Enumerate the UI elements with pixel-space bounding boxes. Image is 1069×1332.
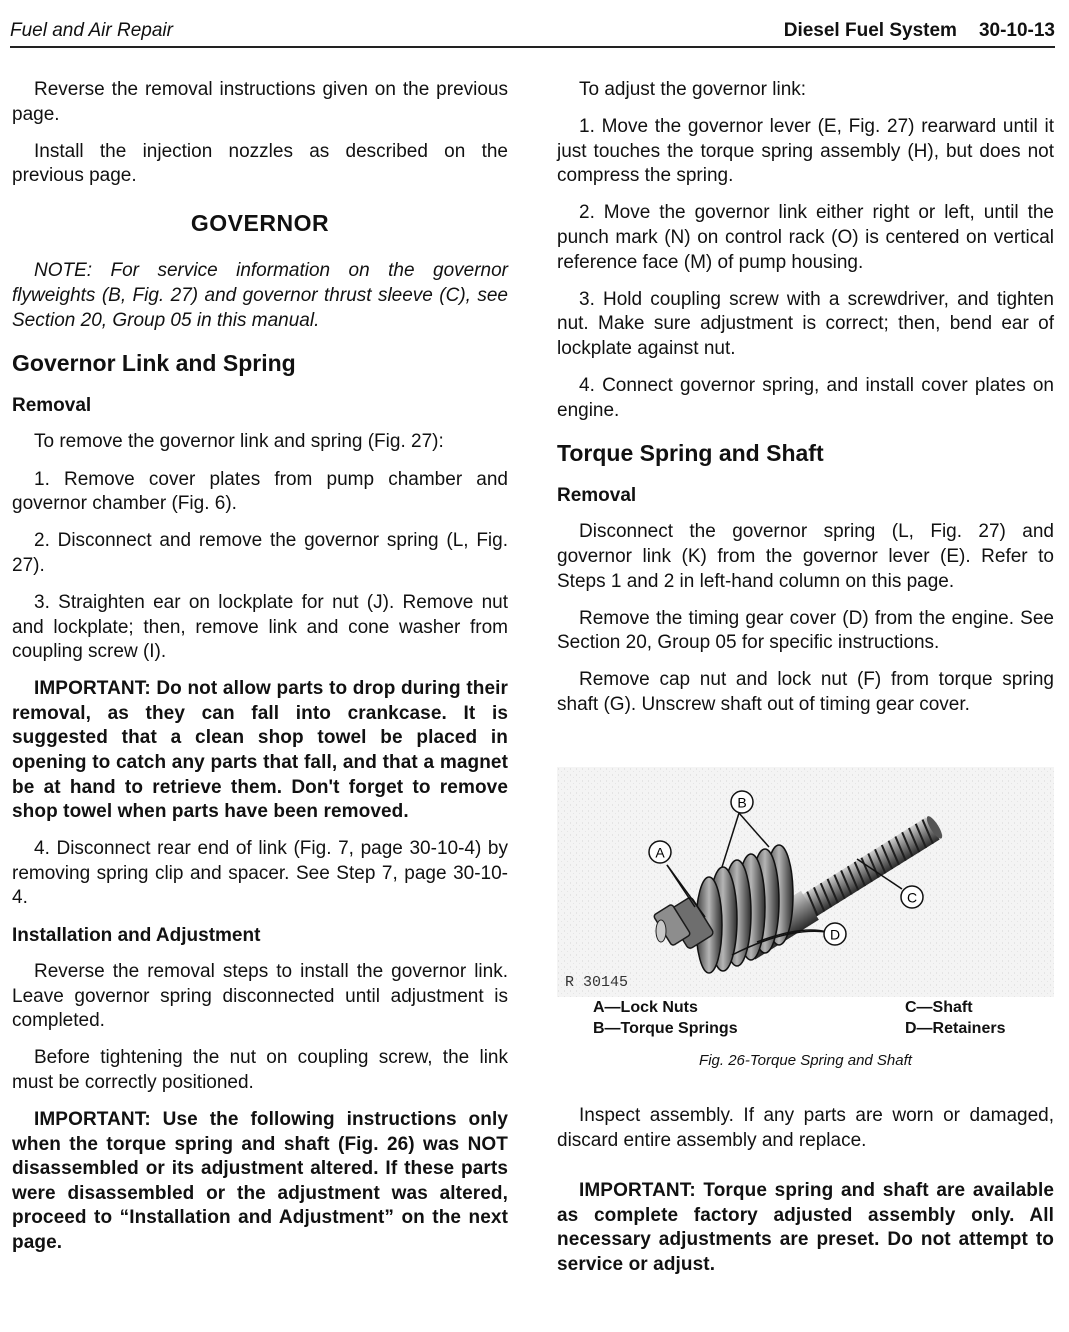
paragraph: To adjust the governor link:: [579, 79, 807, 100]
paragraph: Inspect assembly. If any parts are worn or damaged, discard entire assembly and replace.: [557, 1105, 1054, 1151]
installation-heading: Installation and Adjustment: [12, 924, 261, 946]
step-item: 2. Move the governor link either right or left, until the punch mark (N) on control rack (O) is centered on vertical reference face (M) of pump housing.: [557, 202, 1054, 273]
paragraph: Remove cap nut and lock nut (F) from torque spring shaft (G). Unscrew shaft out of timing gear cover.: [557, 669, 1054, 715]
subsection-title: Governor Link and Spring: [12, 350, 296, 377]
legend-item-b: B—Torque Springs: [593, 1020, 738, 1038]
important-notice: IMPORTANT: Torque spring and shaft are available as complete factory adjusted assembly only. All necessary adjustments are preset. Do not attempt to service or adjust.: [557, 1180, 1054, 1276]
header-section: [762, 20, 1055, 42]
paragraph: Disconnect the governor spring (L, Fig. 27) and governor link (K) from the governor lever (E). Refer to Steps 1 and 2 in left-hand column on this page.: [557, 521, 1054, 592]
right-column: [557, 78, 1054, 1290]
header-page-number: 30-10-13: [978, 20, 1055, 41]
photo-background: [557, 767, 1054, 997]
header-chapter: Fuel and Air Repair: [10, 20, 173, 41]
step-item: 2. Disconnect and remove the governor spring (L, Fig. 27).: [12, 530, 508, 576]
callout-c-label: C: [906, 889, 918, 906]
paragraph: Reverse the removal steps to install the governor link. Leave governor spring disconnected until adjustment is completed.: [12, 961, 508, 1032]
callout-b-label: B: [737, 794, 747, 811]
removal-heading: Removal: [12, 394, 92, 416]
figure-caption: Fig. 26-Torque Spring and Shaft: [699, 1052, 912, 1070]
figure-legend: [557, 997, 1054, 1037]
header-section-title: Diesel Fuel System: [783, 20, 957, 41]
step-item: 4. Connect governor spring, and install cover plates on engine.: [557, 374, 1054, 421]
callout-a-label: A: [655, 844, 665, 861]
step-item: 4. Disconnect rear end of link (Fig. 7, page 30-10-4) by removing spring clip and spacer. See Step 7, page 30-10-4.: [12, 838, 508, 909]
subsection-title: Torque Spring and Shaft: [557, 440, 824, 467]
note-paragraph: NOTE: For service information on the governor flyweights (B, Fig. 27) and governor thrust sleeve (C), see Section 20, Group 05 in this manual.: [12, 260, 508, 331]
paragraph: To remove the governor link and spring (Fig. 27):: [34, 431, 444, 453]
left-column: [12, 78, 508, 1268]
page-header: [10, 18, 1055, 48]
legend-item-d: D—Retainers: [905, 1020, 1006, 1038]
step-item: 1. Move the governor lever (E, Fig. 27) rearward until it just touches the torque spring assembly (H), but does not compress the spring.: [557, 116, 1054, 187]
paragraph: Install the injection nozzles as described on the previous page.: [12, 140, 508, 187]
step-item: 3. Hold coupling screw with a screwdriver, and tighten nut. Make sure adjustment is correct; then, bend ear of lockplate against nut.: [557, 288, 1054, 359]
paragraph: Before tightening the nut on coupling screw, the link must be correctly positioned.: [12, 1047, 508, 1093]
important-notice: IMPORTANT: Use the following instructions only when the torque spring and shaft (Fig. 26) was NOT disassembled or its adjustment altered. If these parts were disassembled or the adjustment was altered, proceed to “Installation and Adjustment” on the next page.: [12, 1109, 508, 1254]
paragraph: Reverse the removal instructions given on the previous page.: [12, 79, 508, 125]
removal-heading: Removal: [557, 484, 637, 506]
important-notice: IMPORTANT: Do not allow parts to drop during their removal, as they can fall into crankcase. It is suggested that a clean shop towel be placed in opening to catch any parts that fall, and that a magnet be at hand to retrieve them. Don't forget to remove shop towel when parts have been removed.: [12, 678, 508, 823]
step-item: 1. Remove cover plates from pump chamber and governor chamber (Fig. 6).: [12, 468, 508, 515]
torque-spring-illustration: [557, 767, 1054, 997]
figure-code: R 30145: [565, 974, 629, 992]
legend-item-a: A—Lock Nuts: [593, 999, 698, 1017]
legend-item-c: C—Shaft: [905, 999, 973, 1017]
torque-spring-figure: [557, 767, 1054, 997]
section-title: GOVERNOR: [190, 209, 330, 236]
callout-d-label: D: [829, 926, 841, 943]
paragraph: Remove the timing gear cover (D) from the engine. See Section 20, Group 05 for specific instructions.: [557, 607, 1054, 654]
step-item: 3. Straighten ear on lockplate for nut (J). Remove nut and lockplate; then, remove link and cone washer from coupling screw (I).: [12, 591, 508, 663]
